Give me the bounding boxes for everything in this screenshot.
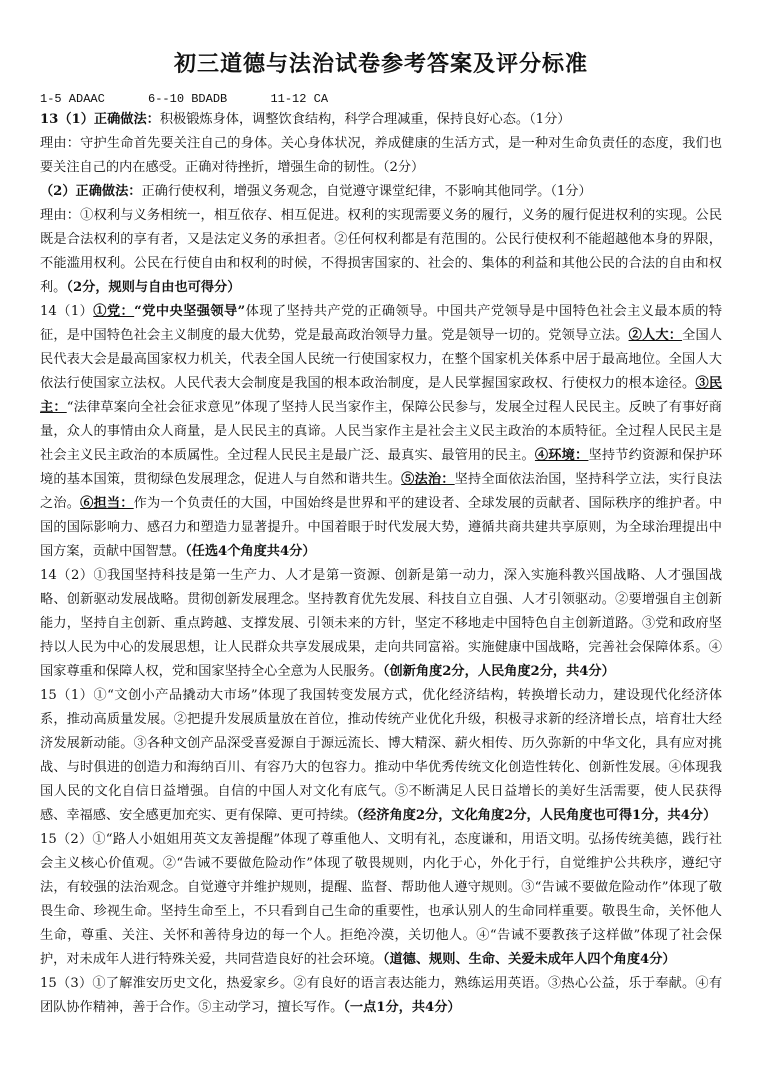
q13-2-reason	[40, 204, 722, 300]
q14-1-p1-label: ①党：	[93, 304, 135, 319]
q14-2	[40, 564, 722, 684]
q15-3	[40, 972, 722, 1020]
q14-1-p2: 全国人民代表大会是最高国家权力机关，代表全国人民统一行使国家权力，在整个国家机关体系中居于最高地位。全国人大依法行使国家立法权。人民代表大会制度是我国的根本政治制度，是人民掌握国家政权、行使权力的根本途径。	[40, 328, 723, 391]
q14-1-p1-quote: “党中央坚强领导”	[134, 304, 246, 319]
q14-1-p5-label: ⑤法治：	[401, 472, 455, 487]
q15-2-score: （道德、规则、生命、关爱未成年人四个角度4分）	[382, 952, 676, 967]
q13-2-reason-text: ①权利与义务相统一，相互依存、相互促进。权利的实现需要义务的履行，义务的履行促进权利的实现。公民既是合法权利的享有者，又是法定义务的承担者。②任何权利都是有范围的。公民行使权利不能超越他本身的界限，不能滥用权利。公民在行使自由和权利的时候，不得损害国家的、社会的、集体的利益和其他公民的合法的自由和权利。	[40, 208, 723, 295]
q15-1-score: （经济角度2分，文化角度2分，人民角度也可得1分，共4分）	[356, 808, 717, 823]
page-title: 初三道德与法治试卷参考答案及评分标准	[173, 52, 588, 77]
q15-3-text: ①了解淮安历史文化，热爱家乡。②有良好的语言表达能力，熟练运用英语。③热心公益，乐于奉献。④有团队协作精神，善于合作。⑤主动学习，擅长写作。	[40, 976, 723, 1015]
q14-1-p6-label: ⑥担当：	[80, 496, 134, 511]
q13-1-reason-head: 理由：	[40, 136, 81, 151]
q13-1	[40, 108, 722, 132]
q15-1	[40, 684, 722, 828]
q13-1-text: 积极锻炼身体，调整饮食结构，科学合理减重，保持良好心态。（1分）	[159, 112, 571, 127]
q14-1-p5: 坚持全面依法治国，坚持科学立法，实行良法之治。	[40, 472, 723, 511]
q14-1-p6: 作为一个负责任的大国，中国始终是世界和平的建设者、全球发展的贡献者、国际秩序的维护者。中国的国际影响力、感召力和塑造力显著提升。中国着眼于时代发展大势，遵循共商共建共享原则，为全球治理提出中国方案，贡献中国智慧。	[40, 496, 723, 559]
q14-1-p4: 坚持节约资源和保护环境的基本国策，贯彻绿色发展理念，促进人与自然和谐共生。	[40, 448, 723, 487]
q15-1-head: 15（1）	[40, 688, 94, 703]
q14-2-head: 14（2）	[40, 568, 94, 583]
q14-1-p2-label: ②人大：	[628, 328, 683, 343]
q13-1-reason	[40, 132, 722, 180]
q15-3-score: （一点1分，共4分）	[343, 1000, 461, 1015]
q15-2-text: ①“路人小姐姐用英文友善提醒”体现了尊重他人、文明有礼，态度谦和，用语文明。弘扬传统美德，践行社会主义核心价值观。②“告诫不要做危险动作”体现了敬畏规则，内化于心，外化于行，自觉维护公共秩序，遵纪守法，有较强的法治观念。自觉遵守并维护规则，提醒、监督、帮助他人遵守规则。③“告诫不要做危险动作”体现了敬畏生命、珍视生命。坚持生命至上，不只看到自己生命的重要性，也承认别人的生命同样重要。敬畏生命，关怀他人生命，尊重、关注、关怀和善待身边的每一个人。拒绝冷漠，关切他人。④“告诫不要教孩子这样做”体现了社会保护，对未成年人进行特殊关爱，共同营造良好的社会环境。	[40, 832, 722, 967]
multiple-choice-answers: 1-5 ADAAC 6--10 BDADB 11-12 CA	[40, 92, 329, 106]
q15-2	[40, 828, 722, 972]
q13-1-reason-text: 守护生命首先要关注自己的身体。关心身体状况，养成健康的生活方式，是一种对生命负责任的态度，我们也要关注自己的内在感受。正确对待挫折，增强生命的韧性。（2分）	[40, 136, 723, 175]
q13-2	[40, 180, 722, 204]
q14-1	[40, 300, 722, 564]
q13-1-head: 13（1）正确做法：	[40, 112, 160, 127]
q13-2-reason-head: 理由：	[40, 208, 81, 223]
q14-2-text: ①我国坚持科技是第一生产力、人才是第一资源、创新是第一动力，深入实施科教兴国战略、人才强国战略、创新驱动发展战略。贯彻创新发展理念。坚持教育优先发展、科技自立自强、人才引领驱动。②要增强自主创新能力，坚持自主创新、重点跨越、支撑发展、引领未来的方针，坚定不移地走中国特色自主创新道路。③党和政府坚持以人民为中心的发展思想，让人民群众共享发展成果，走向共同富裕。实施健康中国战略，完善社会保障体系。④国家尊重和保障人权，党和国家坚持全心全意为人民服务。	[40, 568, 723, 679]
q15-3-head: 15（3）	[40, 976, 93, 991]
q14-1-head: 14（1）	[40, 304, 94, 319]
q13-2-text: 正确行使权利，增强义务观念，自觉遵守课堂纪律，不影响其他同学。（1分）	[141, 184, 592, 199]
q14-1-score: （任选4个角度共4分）	[185, 544, 316, 559]
q15-2-head: 15（2）	[40, 832, 93, 847]
q14-1-p3-label: ③民主：	[40, 376, 723, 415]
q14-1-p4-label: ④环境：	[534, 448, 589, 463]
q14-1-p1: 体现了坚持共产党的正确领导。中国共产党领导是中国特色社会主义最本质的特征，是中国特色社会主义制度的最大优势，党是最高政治领导力量。党是领导一切的。党领导立法。	[40, 304, 723, 343]
q14-1-p3: “法律草案向全社会征求意见”体现了坚持人民当家作主，保障公民参与，发展全过程人民民主。反映了有事好商量，众人的事情由众人商量，是人民民主的真谛。人民当家作主是社会主义民主政治的本质特征。全过程人民民主是社会主义民主政治的本质属性。全过程人民民主是最广泛、最真实、最管用的民主。	[40, 400, 722, 463]
q15-1-text: ①“文创小产品撬动大市场”体现了我国转变发展方式，优化经济结构，转换增长动力，建设现代化经济体系，推动高质量发展。②把提升发展质量放在首位，推动传统产业优化升级，积极寻求新的经济增长点，培育壮大经济发展新动能。③各种文创产品深受喜爱源自于源远流长、博大精深、薪火相传、历久弥新的中华文化，具有应对挑战、与时俱进的创造力和海纳百川、有容乃大的包容力。推动中华优秀传统文化创造性转化、创新性发展。④体现我国人民的文化自信日益增强。自信的中国人对文化有底气。⑤不断满足人民日益增长的美好生活需要，使人民获得感、幸福感、安全感更加充实、更有保障、更可持续。	[40, 688, 723, 823]
q13-2-score: （2分，规则与自由也可得分）	[66, 280, 241, 295]
answer-body	[40, 108, 722, 1020]
q13-2-head: （2）正确做法：	[40, 184, 142, 199]
q14-2-score: （创新角度2分，人民角度2分，共4分）	[382, 664, 615, 679]
